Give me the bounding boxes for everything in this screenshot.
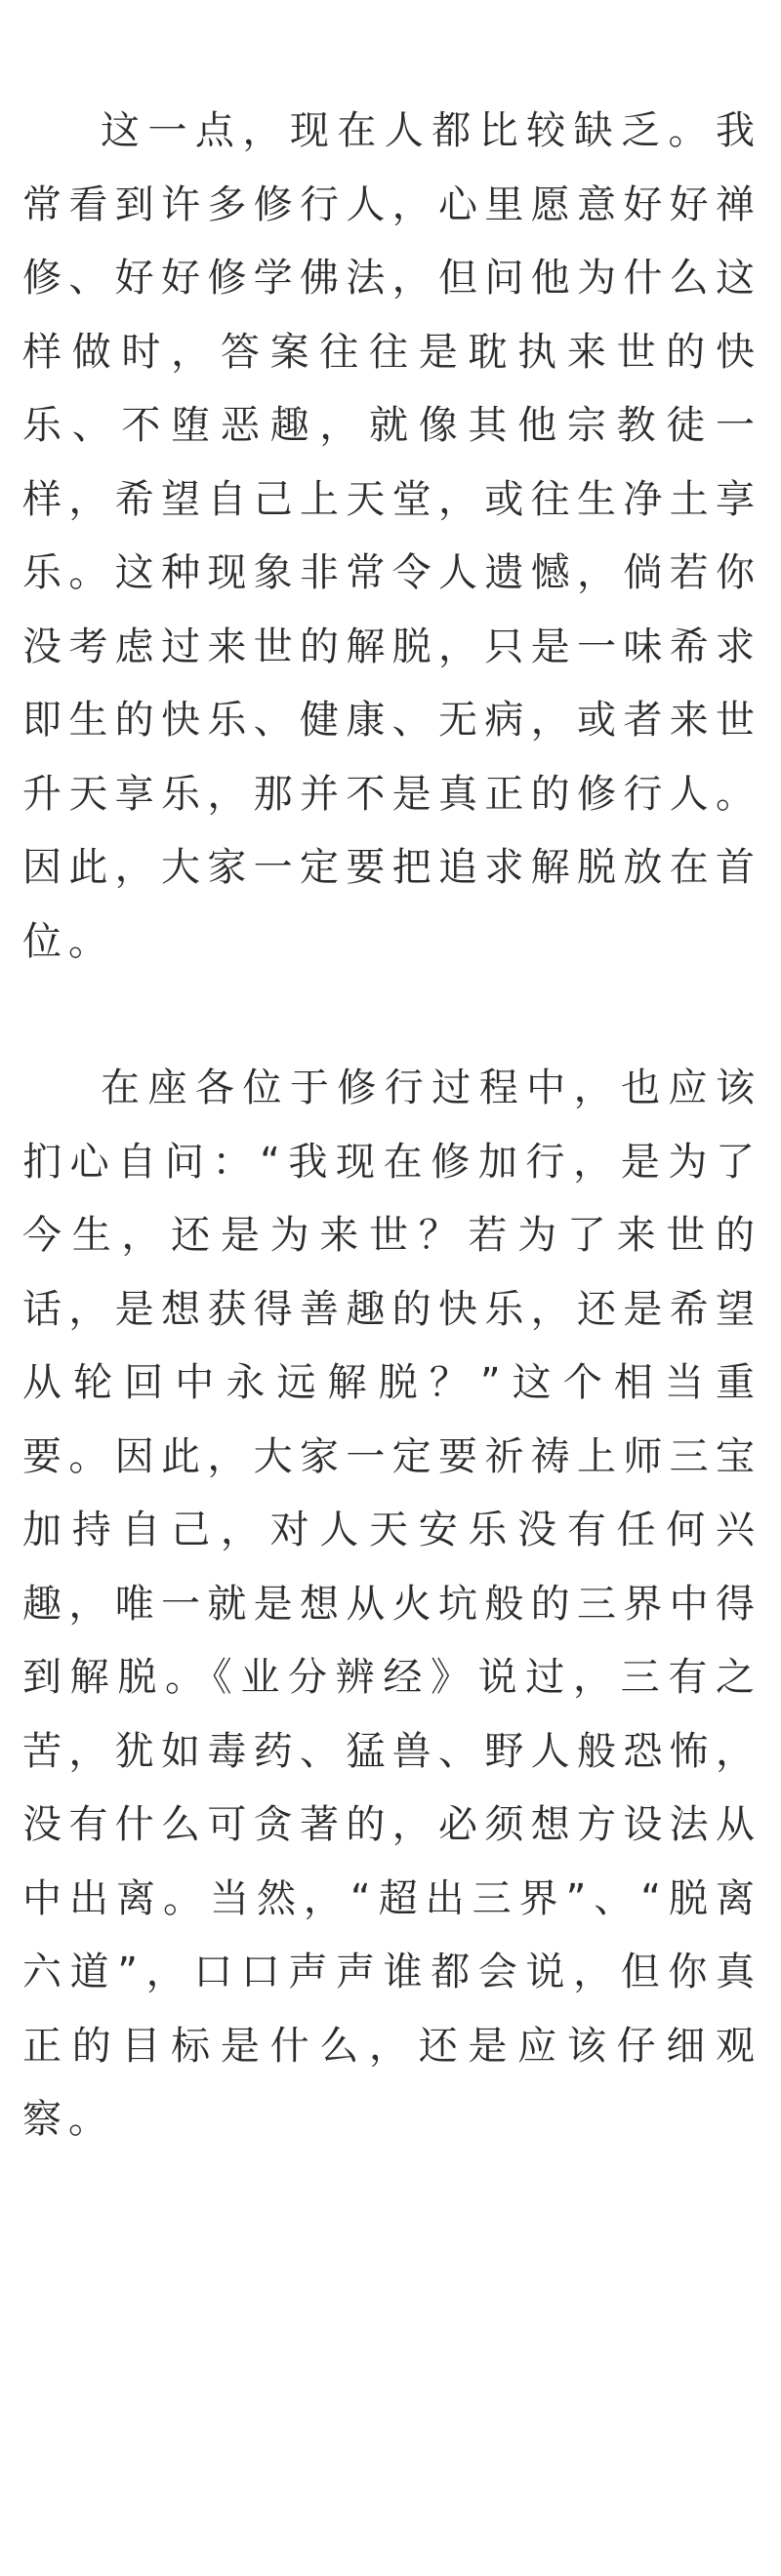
paragraph-self-reflection: 在座各位于修行过程中，也应该扪心自问：“我现在修加行，是为了今生，还是为来世？若为了来世的话，是想获得善趣的快乐，还是希望从轮回中永远解脱？”这个相当重要。因此，大家一定要祈祷上师三宝加持自己，对人天安乐没有任何兴趣，唯一就是想从火坑般的三界中得到解脱。《业分辨经》说过，三有之苦，犹如毒药、猛兽、野人般恐怖，没有什么可贪著的，必须想方设法从中出离。当然，“超出三界”、“脱离六道”，口口声声谁都会说，但你真正的目标是什么，还是应该仔细观察。 xyxy=(22,1066,761,2142)
paragraph-liberation-priority: 这一点，现在人都比较缺乏。我常看到许多修行人，心里愿意好好禅修、好好修学佛法，但问他为什么这样做时，答案往往是耽执来世的快乐、不堕恶趣，就像其他宗教徒一样，希望自己上天堂，或往生净土享乐。这种现象非常令人遗憾，倘若你没考虑过来世的解脱，只是一味希求即生的快乐、健康、无病，或者来世升天享乐，那并不是真正的修行人。因此，大家一定要把追求解脱放在首位。 xyxy=(22,108,761,964)
article-body xyxy=(22,95,761,2157)
